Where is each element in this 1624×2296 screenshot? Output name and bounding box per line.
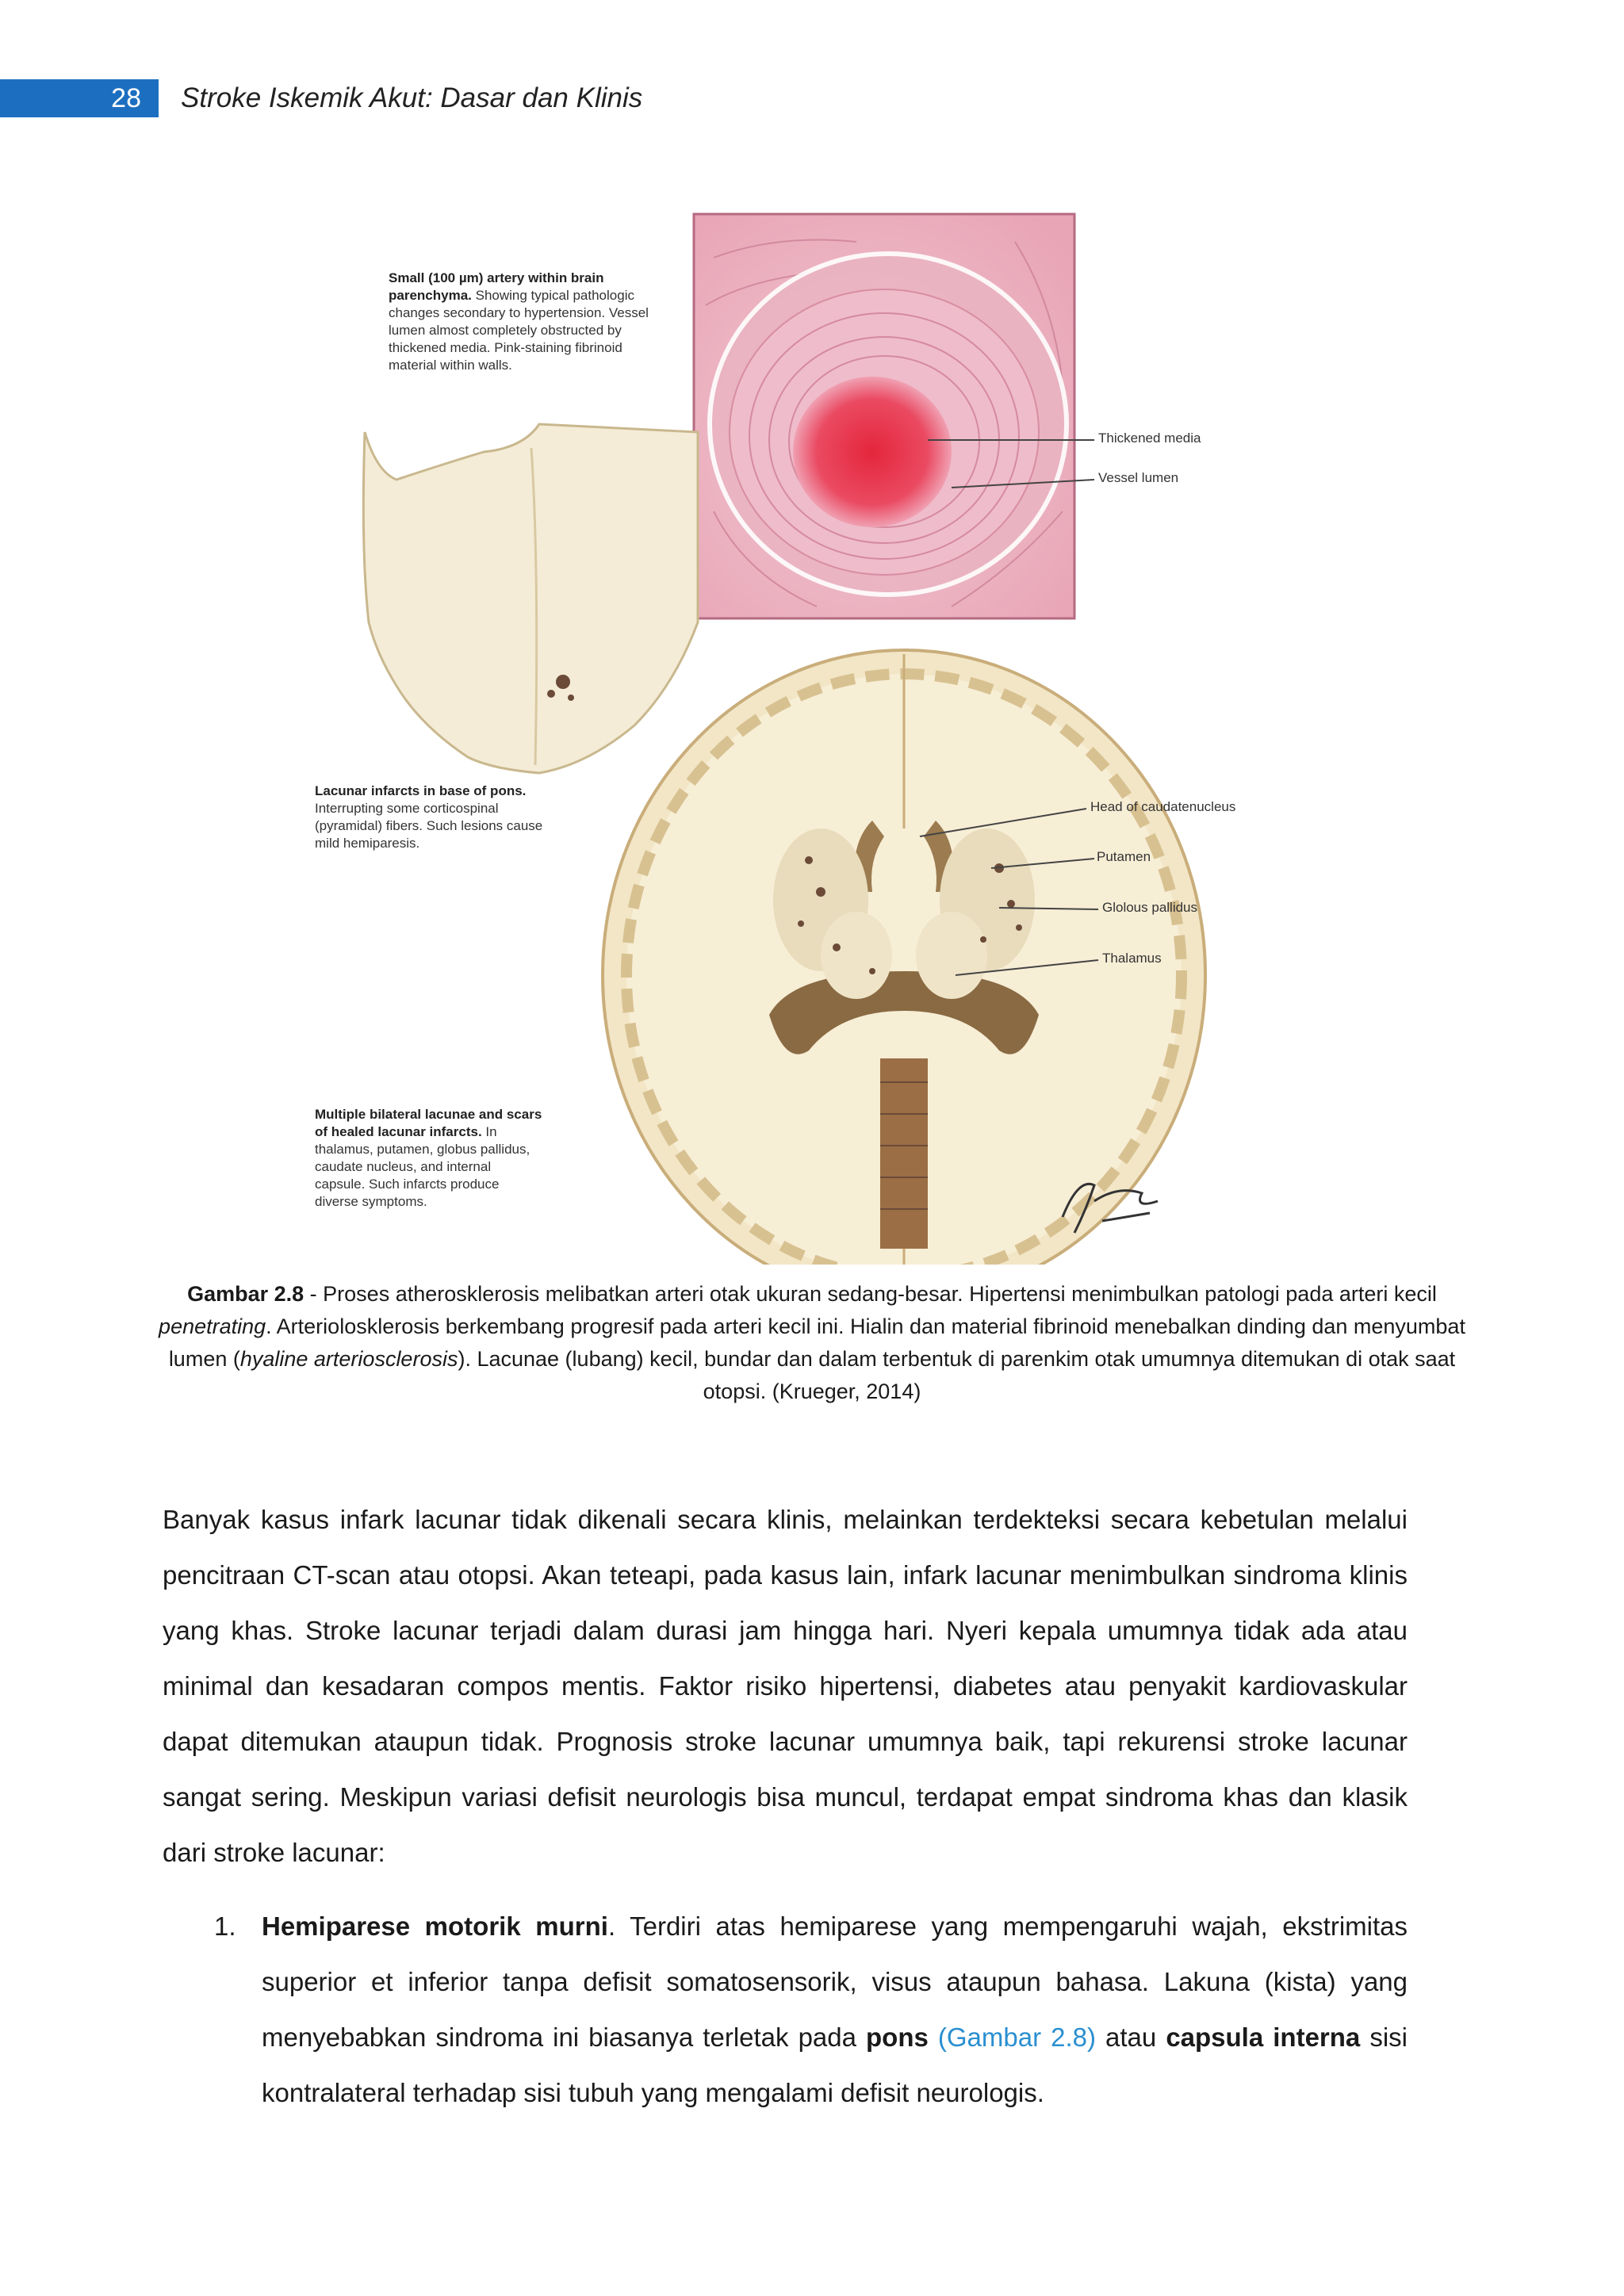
book-title: Stroke Iskemik Akut: Dasar dan Klinis [181, 82, 643, 113]
label-artery [389, 270, 650, 374]
callout-thalamus: Thalamus [1102, 951, 1162, 966]
label-artery-text: Showing typical pathologic changes secondary to hypertension. Vessel lumen almost completely obstructed by thickened media. Pink-staining fibrinoid material within walls. [389, 288, 649, 373]
pons-section [363, 424, 698, 773]
artery-histology [694, 214, 1094, 618]
list-item [214, 1899, 1408, 2121]
figure-caption [151, 1278, 1473, 1408]
list-term-capsula: capsula interna [1166, 2022, 1361, 2052]
label-artery-heading: Small (100 µm) artery within brain parenchyma. [389, 270, 604, 303]
list-lead-term: Hemiparese motorik murni [262, 1911, 608, 1941]
caption-part2: . Arteriolosklerosis berkembang progresif pada arteri kecil ini. Hialin dan material fibrinoid menebalkan dinding dan menyumbat lumen ( [168, 1314, 1465, 1371]
caption-italic1: penetrating [159, 1314, 266, 1338]
label-pons-text: Interrupting some corticospinal (pyramidal) fibers. Such lesions cause mild hemiparesis. [315, 801, 543, 851]
list-text-1: . Terdiri atas hemiparese yang mempengaruhi wajah, ekstrimitas superior et inferior tanpa defisit somatosensorik, visus ataupun bahasa. Lakuna (kista) yang menyebabkan sindroma ini biasanya terletak pada [262, 1911, 1408, 2052]
list-text [262, 1899, 1408, 2121]
body-paragraph: Banyak kasus infark lacunar tidak dikenali secara klinis, melainkan terdekteksi secara kebetulan melalui pencitraan CT-scan atau otopsi. Akan teteapi, pada kasus lain, infark lacunar menimbulkan sindroma klinis yang khas. Stroke lacunar terjadi dalam durasi jam hingga hari. Nyeri kepala umumnya tidak ada atau minimal dan kesadaran compos mentis. Faktor risiko hipertensi, diabetes atau penyakit kardiovaskular dapat ditemukan ataupun tidak. Prognosis stroke lacunar umumnya baik, tapi rekurensi stroke lacunar sangat sering. Meskipun variasi defisit neurologis bisa muncul, terdapat empat sindroma khas dan klasik dari stroke lacunar: [163, 1505, 1408, 1867]
page-number: 28 [0, 79, 159, 117]
callout-vessel-lumen: Vessel lumen [1098, 470, 1179, 485]
label-brain-text: In thalamus, putamen, globus pallidus, caudate nucleus, and internal capsule. Such infarcts produce diverse symptoms. [315, 1124, 530, 1209]
callout-thickened-media: Thickened media [1098, 430, 1201, 446]
caption-part3: ). Lacunae (lubang) kecil, bundar dan dalam terbentuk di parenkim otak umumnya ditemukan di otak saat otopsi. (Krueger, 2014) [458, 1347, 1456, 1403]
figure-illustration [301, 210, 1253, 1265]
list-text-2: atau [1096, 2022, 1166, 2052]
callout-head-caudate: Head of caudatenucleus [1090, 799, 1236, 814]
callout-putamen: Putamen [1097, 849, 1151, 864]
list-number: 1. [214, 1911, 236, 1941]
figure-reference-link[interactable]: (Gambar 2.8) [937, 2022, 1096, 2052]
list-term-pons: pons [866, 2022, 929, 2052]
caption-part1: - Proses atherosklerosis melibatkan arteri otak ukuran sedang-besar. Hipertensi menimbulkan patologi pada arteri kecil [304, 1282, 1437, 1306]
caption-label: Gambar 2.8 [187, 1282, 304, 1306]
callout-globus-pallidus: Glolous pallidus [1102, 900, 1198, 915]
label-brain [315, 1106, 545, 1211]
label-pons-heading: Lacunar infarcts in base of pons. [315, 783, 527, 798]
label-brain-heading: Multiple bilateral lacunae and scars of healed lacunar infarcts. [315, 1107, 542, 1139]
label-pons [315, 783, 545, 852]
caption-italic2: hyaline arteriosclerosis [239, 1347, 458, 1371]
list-text-3: sisi kontralateral terhadap sisi tubuh yang mengalami defisit neurologis. [262, 2022, 1408, 2107]
